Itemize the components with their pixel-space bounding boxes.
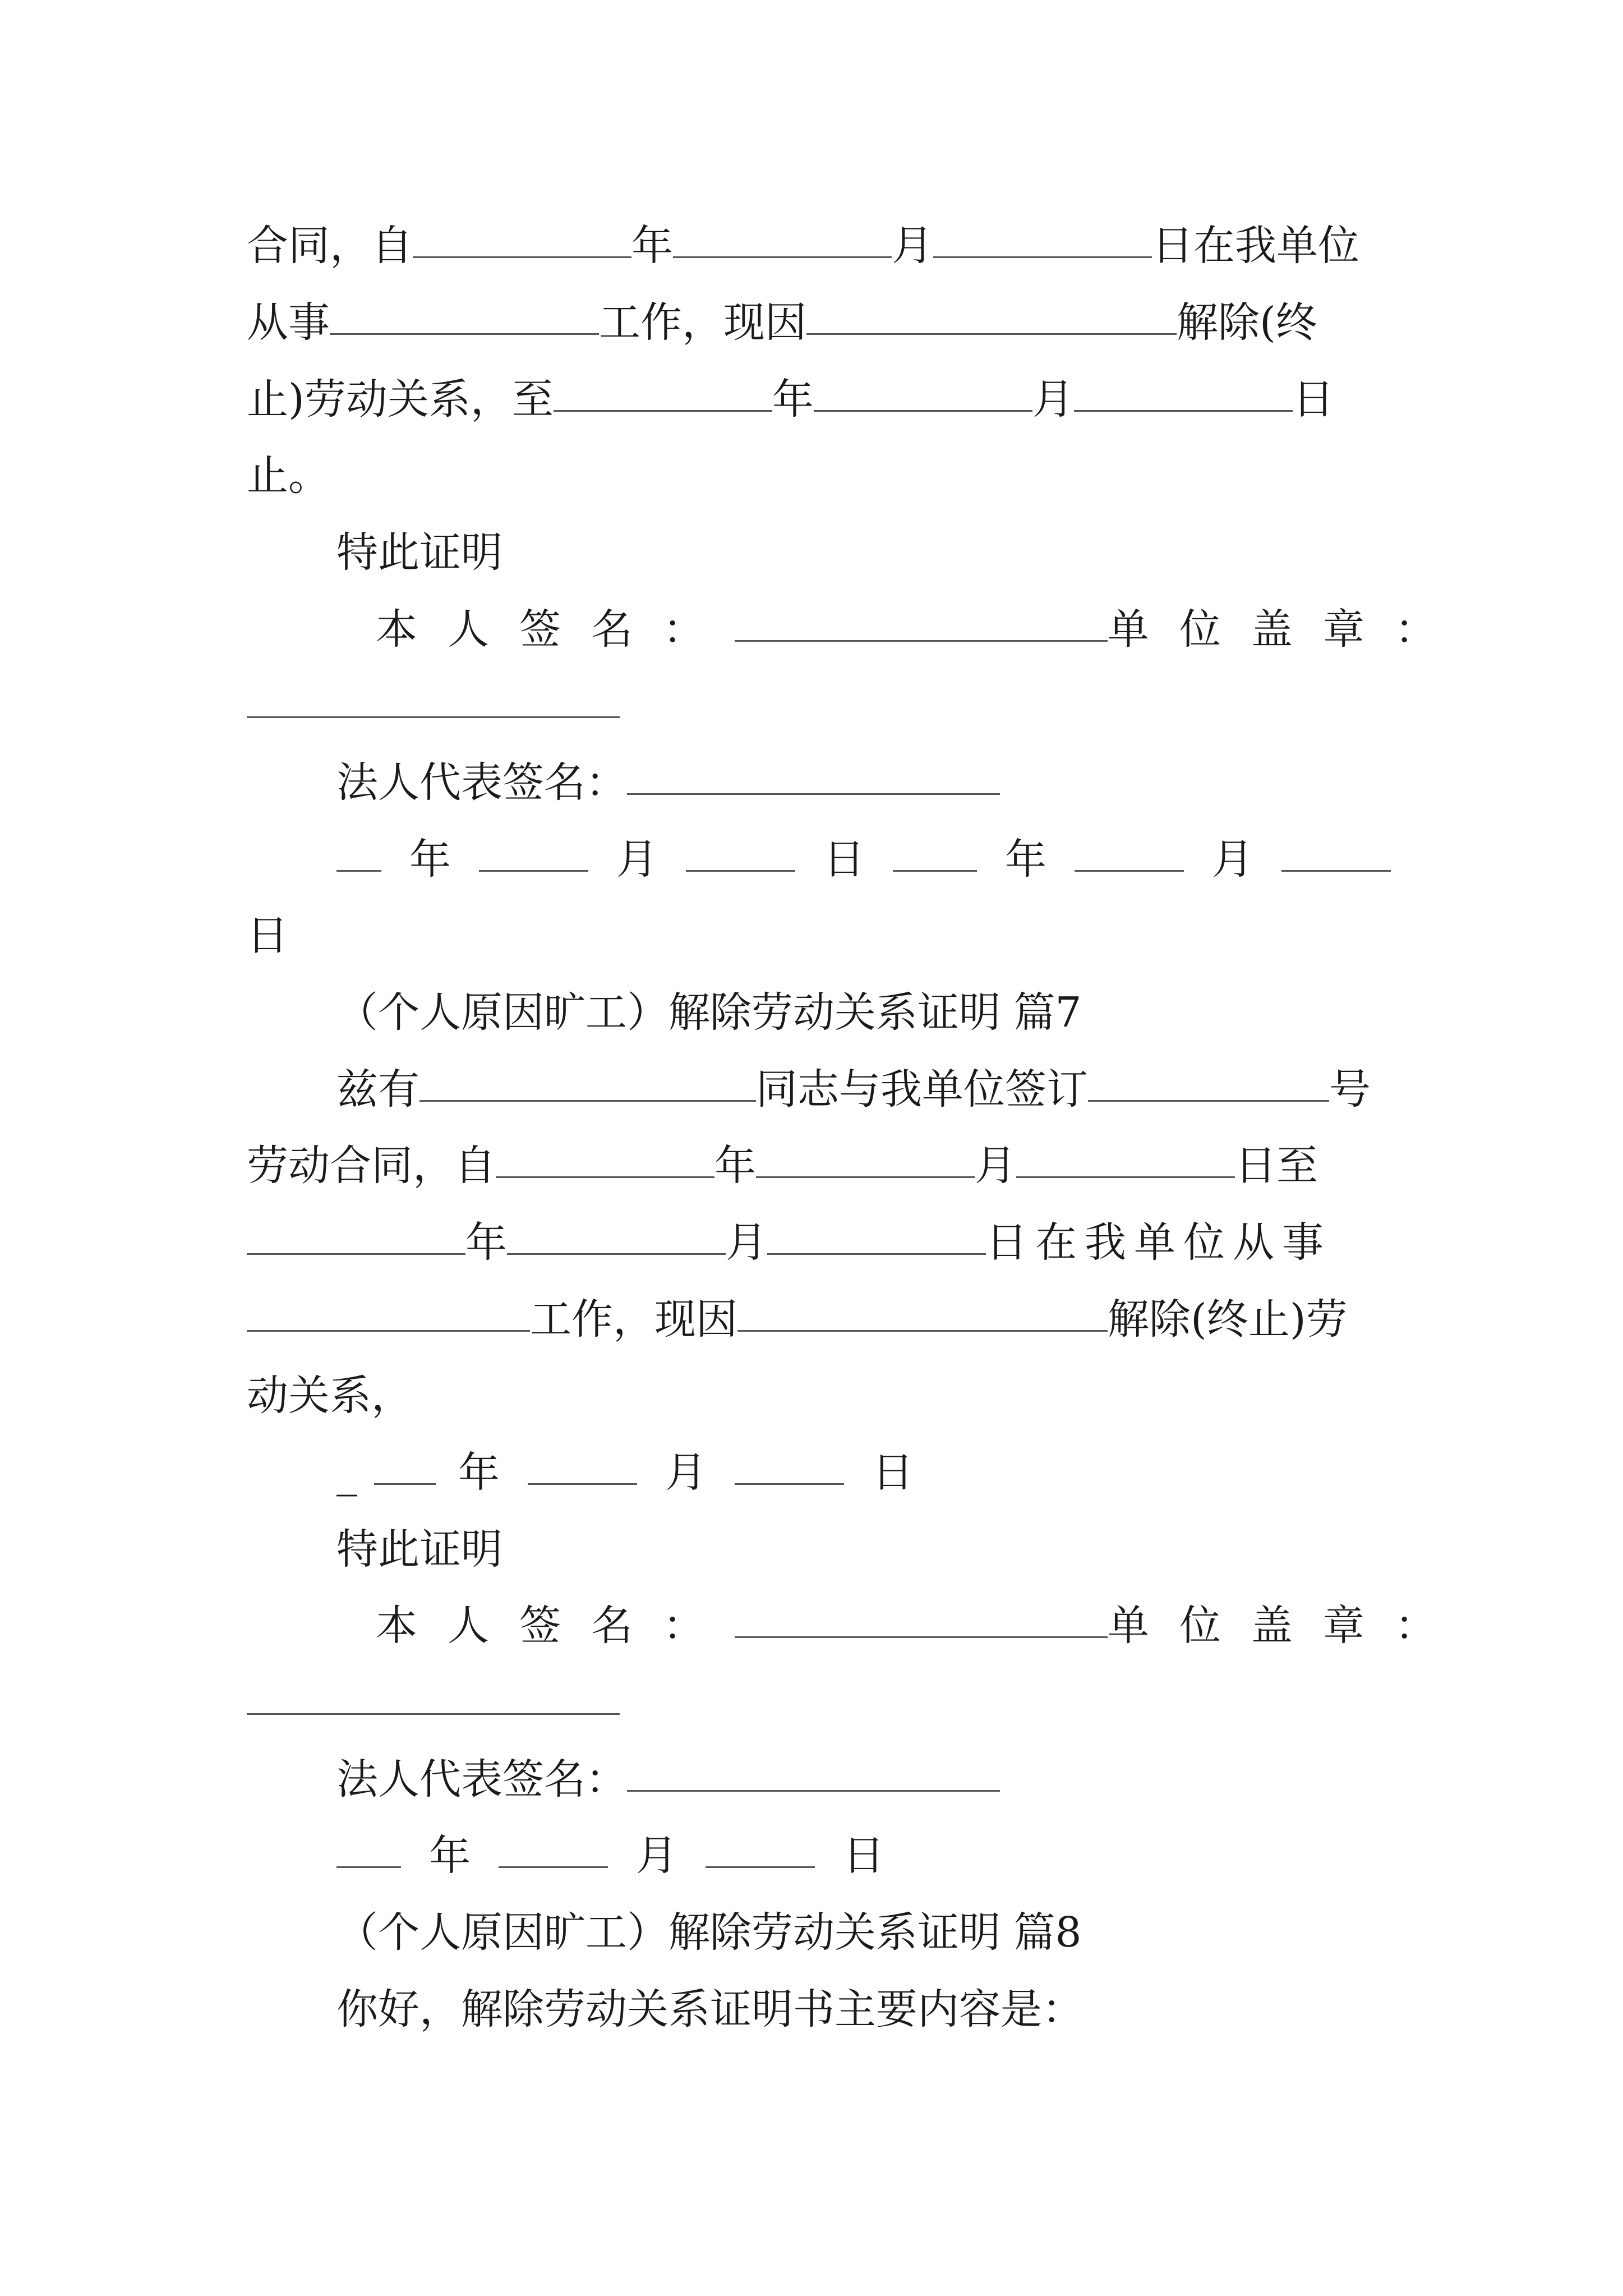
blank-line: [806, 333, 1177, 335]
blank-line: [767, 1253, 986, 1255]
s1-legal-rep-line: [336, 754, 1391, 811]
blank-line: [814, 410, 1032, 412]
text: 工作，现因: [599, 298, 806, 347]
blank-line: [496, 1176, 714, 1178]
unit-seal-label: 单位盖章：: [1108, 605, 1467, 654]
seal-blank: [247, 1713, 620, 1715]
text: 月: [892, 222, 933, 270]
section-heading: （个人原因旷工）解除劳动关系证明 篇8: [336, 1908, 1082, 1957]
text: 你好，解除劳动关系证明书主要内容是：: [336, 1985, 1083, 2033]
blank-line: [1281, 870, 1391, 872]
s3-intro: [336, 1981, 1391, 2037]
signature-blank: [735, 1636, 1108, 1638]
s2-paragraph-line-3: [247, 1214, 1391, 1271]
s2-paragraph-line-5: [247, 1368, 1391, 1424]
text: 日: [1292, 375, 1334, 424]
text: 合同，自: [247, 222, 413, 270]
s2-date-line: [336, 1444, 1391, 1501]
text: 动关系，: [247, 1372, 413, 1420]
text: 日至: [1235, 1142, 1318, 1190]
blank-line: [479, 870, 588, 872]
blank-line: [706, 1866, 815, 1868]
blank-line: [1088, 1100, 1329, 1102]
s2-signature-line: [376, 1598, 1467, 1654]
text: 年: [429, 1832, 471, 1880]
legal-rep-label: 法人代表签名：: [336, 758, 627, 807]
text: 日在我单位从事: [986, 1218, 1331, 1267]
s1-certification: [336, 524, 1391, 581]
text: 日在我单位: [1152, 222, 1359, 270]
section-heading: （个人原因旷工）解除劳动关系证明 篇7: [336, 988, 1082, 1037]
text: 月: [1032, 375, 1074, 424]
blank-line: [507, 1253, 726, 1255]
self-sign-label: 本人签名：: [376, 605, 735, 654]
text: 劳动合同，自: [247, 1142, 496, 1190]
blank-line: [737, 1330, 1108, 1332]
s1-paragraph-line-1: [247, 218, 1391, 274]
blank-line: [330, 333, 599, 335]
blank-line: [735, 1483, 844, 1485]
text: 月: [975, 1142, 1016, 1190]
text: 月: [636, 1832, 677, 1880]
text: 日: [247, 912, 288, 960]
text: 日: [823, 835, 865, 884]
blank-line: [554, 410, 772, 412]
blank-line: [756, 1176, 975, 1178]
blank-line: [336, 870, 381, 872]
blank-line: [933, 256, 1152, 258]
blank-line: [528, 1483, 637, 1485]
text: 年: [458, 1448, 500, 1497]
text: 止)劳动关系，至: [247, 375, 554, 424]
text: 月: [665, 1448, 707, 1497]
seal-blank: [247, 716, 620, 718]
s3-heading: [336, 1904, 1391, 1961]
s1-seal-blank-line: [247, 678, 1391, 734]
text: _: [336, 1448, 357, 1497]
blank-line: [247, 1253, 465, 1255]
s1-paragraph-line-3: [247, 371, 1391, 427]
s2-legal-rep-line: [336, 1751, 1391, 1807]
signature-blank: [735, 640, 1108, 642]
text: 工作，现因: [530, 1295, 737, 1343]
text: 月: [616, 835, 658, 884]
s1-date-line: [336, 831, 1391, 887]
blank-line: [413, 256, 631, 258]
text: 年: [465, 1218, 507, 1267]
blank-line: [893, 870, 977, 872]
text: 兹有: [336, 1065, 419, 1114]
legal-rep-label: 法人代表签名：: [336, 1755, 627, 1803]
text: 号: [1329, 1065, 1371, 1114]
text: 止。: [247, 452, 330, 500]
s2-paragraph-line-2: [247, 1138, 1391, 1194]
s2-seal-blank-line: [247, 1674, 1391, 1731]
signature-blank: [627, 793, 1000, 795]
s2-date-line-2: [336, 1828, 1391, 1884]
text: 解除(终止)劳: [1108, 1295, 1348, 1343]
blank-line: [1074, 410, 1293, 412]
blank-line: [1016, 1176, 1235, 1178]
text: 日: [872, 1448, 914, 1497]
self-sign-label: 本人签名：: [376, 1602, 735, 1650]
text: 从事: [247, 298, 330, 347]
blank-line: [499, 1866, 608, 1868]
blank-line: [686, 870, 795, 872]
s2-paragraph-line-1: [336, 1061, 1391, 1117]
signature-blank: [627, 1790, 1000, 1792]
text: 年: [409, 835, 451, 884]
blank-line: [247, 1330, 530, 1332]
text: 日: [843, 1832, 884, 1880]
s1-paragraph-line-2: [247, 295, 1391, 351]
text: 年: [1005, 835, 1046, 884]
text: 同志与我单位签订: [756, 1065, 1088, 1114]
text: 年: [631, 222, 673, 270]
text: 月: [726, 1218, 767, 1267]
text: 特此证明: [336, 1525, 502, 1573]
s1-signature-line: [376, 601, 1467, 657]
s1-paragraph-line-4: [247, 448, 1391, 504]
text: 特此证明: [336, 528, 502, 577]
text: 年: [714, 1142, 756, 1190]
text: 月: [1212, 835, 1253, 884]
blank-line: [336, 1866, 401, 1868]
blank-line: [374, 1483, 436, 1485]
text: 年: [772, 375, 814, 424]
blank-line: [673, 256, 892, 258]
s2-paragraph-line-4: [247, 1291, 1391, 1347]
blank-line: [1075, 870, 1184, 872]
unit-seal-label: 单位盖章：: [1108, 1602, 1467, 1650]
s2-heading: [336, 984, 1391, 1041]
blank-line: [419, 1100, 756, 1102]
text: 解除(终: [1177, 298, 1317, 347]
s2-certification: [336, 1521, 1391, 1577]
s1-date-wrap: [247, 908, 1391, 964]
